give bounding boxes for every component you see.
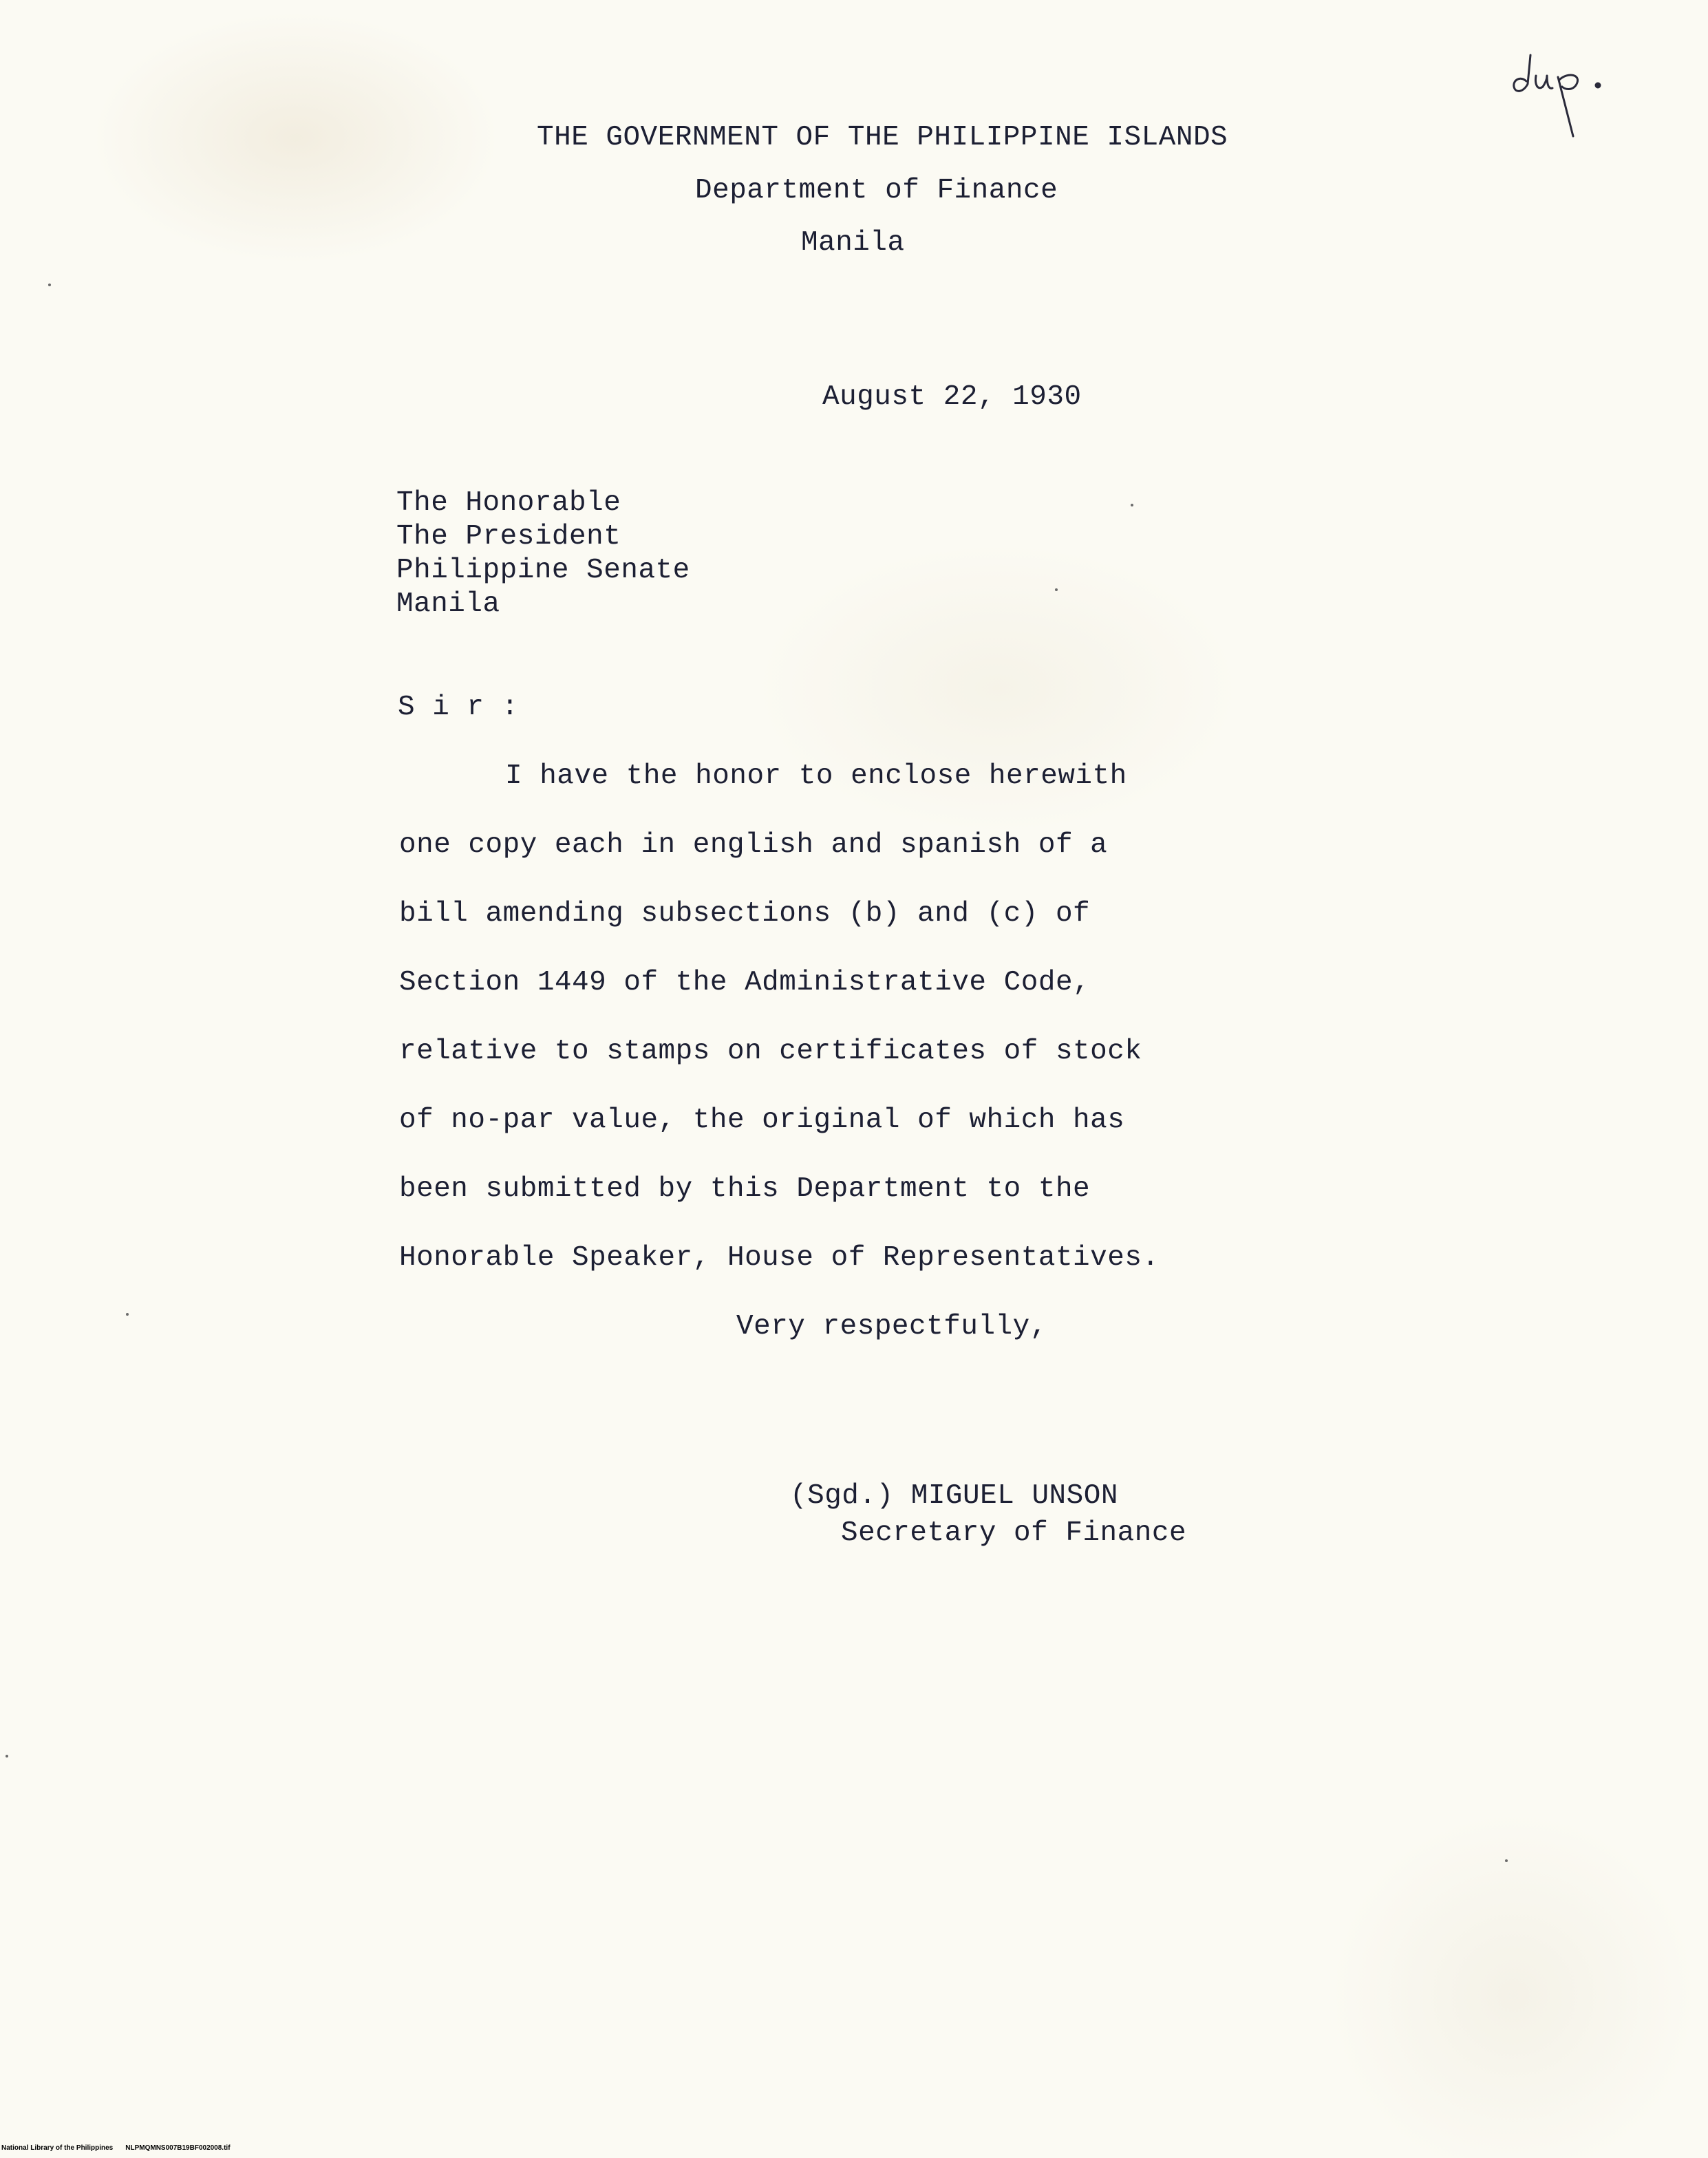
letterhead-government: THE GOVERNMENT OF THE PHILIPPINE ISLANDS xyxy=(537,122,1228,153)
closing: Very respectfully, xyxy=(736,1311,1047,1343)
scan-footer xyxy=(1,2144,231,2152)
scan-speck xyxy=(1055,588,1058,591)
body-line: been submitted by this Department to the xyxy=(399,1173,1091,1205)
scan-speck xyxy=(126,1313,129,1316)
body-line: relative to stamps on certificates of stock xyxy=(399,1036,1142,1067)
body-line: Section 1449 of the Administrative Code, xyxy=(399,967,1091,998)
signature-title: Secretary of Finance xyxy=(841,1517,1187,1549)
body-line: Honorable Speaker, House of Representatives. xyxy=(399,1242,1160,1274)
recipient-line-3: Philippine Senate xyxy=(396,555,690,586)
scan-speck xyxy=(6,1755,8,1758)
recipient-line-2: The President xyxy=(396,521,621,553)
handwritten-annotation xyxy=(1507,41,1624,145)
scan-speck xyxy=(1131,504,1133,506)
recipient-line-1: The Honorable xyxy=(396,487,621,519)
recipient-line-4: Manila xyxy=(396,588,500,620)
letterhead-city: Manila xyxy=(801,227,905,259)
body-line: one copy each in english and spanish of a xyxy=(399,829,1108,861)
salutation: S i r : xyxy=(398,692,519,723)
letter-date: August 22, 1930 xyxy=(822,381,1082,413)
body-line: of no-par value, the original of which has xyxy=(399,1104,1125,1136)
signature-name: (Sgd.) MIGUEL UNSON xyxy=(790,1480,1118,1512)
body-line: I have the honor to enclose herewith xyxy=(505,760,1127,792)
scan-speck xyxy=(1505,1859,1508,1862)
footer-institution: National Library of the Philippines xyxy=(1,2144,114,2152)
scan-speck xyxy=(48,284,51,286)
body-line: bill amending subsections (b) and (c) of xyxy=(399,898,1091,930)
letterhead-department: Department of Finance xyxy=(695,175,1058,206)
footer-file-id: NLPMQMNS007B19BF002008.tif xyxy=(125,2144,231,2152)
